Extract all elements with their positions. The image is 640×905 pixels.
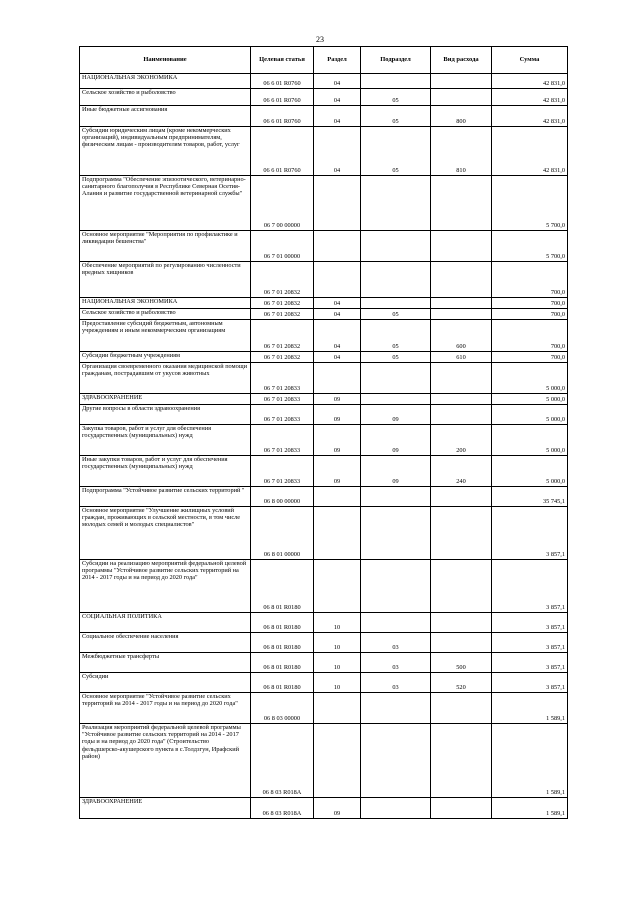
cell-subsection: 05 <box>361 127 431 176</box>
cell-name: Субсидии <box>80 673 251 693</box>
table-row <box>80 309 568 320</box>
cell-subsection: 05 <box>361 89 431 106</box>
cell-amount: 5 000,0 <box>492 394 568 405</box>
table-row <box>80 693 568 724</box>
cell-section <box>314 262 361 298</box>
cell-subsection: 03 <box>361 653 431 673</box>
cell-amount: 5 700,0 <box>492 231 568 262</box>
cell-expense-type: 800 <box>431 106 492 127</box>
table-row <box>80 673 568 693</box>
cell-expense-type <box>431 89 492 106</box>
table-row <box>80 74 568 89</box>
cell-target: 06 8 01 R0180 <box>251 633 314 653</box>
cell-expense-type <box>431 394 492 405</box>
table-row <box>80 798 568 819</box>
table-row <box>80 653 568 673</box>
cell-amount: 3 857,1 <box>492 613 568 633</box>
cell-name: Иные закупки товаров, работ и услуг для обеспечения государственных (муниципальных) нужд <box>80 456 251 487</box>
cell-section: 04 <box>314 106 361 127</box>
cell-expense-type <box>431 309 492 320</box>
cell-amount: 700,0 <box>492 352 568 363</box>
cell-name: Подпрограмма "Устойчивое развитие сельских территорий " <box>80 487 251 507</box>
cell-amount: 1 589,1 <box>492 724 568 798</box>
cell-subsection: 09 <box>361 405 431 425</box>
cell-section: 04 <box>314 89 361 106</box>
table-row <box>80 633 568 653</box>
table-body <box>80 74 568 819</box>
cell-section <box>314 560 361 613</box>
cell-subsection <box>361 231 431 262</box>
table-row <box>80 89 568 106</box>
table-row <box>80 231 568 262</box>
cell-target: 06 7 01 20833 <box>251 425 314 456</box>
cell-name: Другие вопросы в области здравоохранения <box>80 405 251 425</box>
cell-name: Подпрограмма "Обеспечение эпизоотического, ветеринарно-санитарного благополучия в Республике Северная Осетия-Алания и развитие государственной ветеринарной службы" <box>80 176 251 231</box>
cell-expense-type <box>431 560 492 613</box>
cell-name: Социальное обеспечение населения <box>80 633 251 653</box>
cell-amount: 3 857,1 <box>492 673 568 693</box>
table-row <box>80 456 568 487</box>
table-row <box>80 394 568 405</box>
cell-amount: 700,0 <box>492 309 568 320</box>
cell-name: Обеспечение мероприятий по регулированию численности вредных хищников <box>80 262 251 298</box>
header-target: Целевая статья <box>251 47 314 74</box>
cell-name: Сельское хозяйство и рыболовство <box>80 309 251 320</box>
cell-subsection: 09 <box>361 425 431 456</box>
cell-name: Закупка товаров, работ и услуг для обеспечения государственных (муниципальных) нужд <box>80 425 251 456</box>
cell-amount: 1 589,1 <box>492 693 568 724</box>
cell-subsection <box>361 613 431 633</box>
cell-target: 06 8 03 00000 <box>251 693 314 724</box>
cell-expense-type <box>431 405 492 425</box>
cell-expense-type <box>431 613 492 633</box>
cell-subsection: 03 <box>361 673 431 693</box>
cell-section <box>314 231 361 262</box>
cell-subsection <box>361 74 431 89</box>
table-row <box>80 262 568 298</box>
cell-section: 10 <box>314 653 361 673</box>
cell-target: 06 6 01 R0760 <box>251 127 314 176</box>
table-row <box>80 487 568 507</box>
cell-target: 06 8 01 R0180 <box>251 653 314 673</box>
cell-target: 06 7 01 20833 <box>251 363 314 394</box>
cell-name: Предоставление субсидий бюджетным, автономным учреждениям и иным некоммерческим организациям <box>80 320 251 352</box>
cell-section: 10 <box>314 673 361 693</box>
header-amount: Сумма <box>492 47 568 74</box>
cell-expense-type <box>431 74 492 89</box>
table-row <box>80 363 568 394</box>
cell-target: 06 6 01 R0760 <box>251 74 314 89</box>
cell-section: 09 <box>314 394 361 405</box>
cell-target: 06 7 01 00000 <box>251 231 314 262</box>
cell-section: 09 <box>314 405 361 425</box>
cell-subsection: 05 <box>361 309 431 320</box>
cell-subsection: 09 <box>361 456 431 487</box>
cell-subsection <box>361 507 431 560</box>
cell-expense-type: 520 <box>431 673 492 693</box>
cell-target: 06 6 01 R0760 <box>251 89 314 106</box>
cell-name: Субсидии на реализацию мероприятий федеральной целевой программы "Устойчивое развитие сельских территорий на 2014 - 2017 годы и на период до 2020 года" <box>80 560 251 613</box>
cell-amount: 5 700,0 <box>492 176 568 231</box>
cell-target: 06 8 03 R018A <box>251 724 314 798</box>
cell-amount: 700,0 <box>492 298 568 309</box>
cell-subsection <box>361 363 431 394</box>
cell-target: 06 8 01 R0180 <box>251 560 314 613</box>
cell-name: ЗДРАВООХРАНЕНИЕ <box>80 798 251 819</box>
cell-target: 06 7 01 20832 <box>251 320 314 352</box>
cell-subsection <box>361 487 431 507</box>
cell-amount: 42 831,0 <box>492 106 568 127</box>
cell-expense-type <box>431 363 492 394</box>
header-name: Наименование <box>80 47 251 74</box>
table-row <box>80 405 568 425</box>
table-row <box>80 127 568 176</box>
cell-target: 06 8 01 R0180 <box>251 673 314 693</box>
cell-subsection <box>361 298 431 309</box>
cell-expense-type: 610 <box>431 352 492 363</box>
cell-name: Основное мероприятие "Устойчивое развитие сельских территорий на 2014 - 2017 годы и на период до 2020 года" <box>80 693 251 724</box>
cell-amount: 1 589,1 <box>492 798 568 819</box>
table-row <box>80 298 568 309</box>
cell-section: 10 <box>314 613 361 633</box>
table-row <box>80 320 568 352</box>
header-subsection: Подраздел <box>361 47 431 74</box>
cell-target: 06 7 01 20832 <box>251 309 314 320</box>
cell-section <box>314 507 361 560</box>
cell-amount: 35 745,1 <box>492 487 568 507</box>
cell-subsection: 05 <box>361 320 431 352</box>
cell-target: 06 7 01 20833 <box>251 405 314 425</box>
cell-expense-type: 600 <box>431 320 492 352</box>
cell-expense-type <box>431 798 492 819</box>
table-row <box>80 425 568 456</box>
cell-expense-type <box>431 724 492 798</box>
cell-subsection: 05 <box>361 106 431 127</box>
cell-subsection <box>361 798 431 819</box>
cell-name: СОЦИАЛЬНАЯ ПОЛИТИКА <box>80 613 251 633</box>
table-row <box>80 176 568 231</box>
page-number: 23 <box>316 35 324 44</box>
cell-subsection <box>361 262 431 298</box>
cell-expense-type: 810 <box>431 127 492 176</box>
cell-amount: 42 831,0 <box>492 89 568 106</box>
cell-expense-type <box>431 231 492 262</box>
cell-section <box>314 487 361 507</box>
cell-subsection <box>361 693 431 724</box>
cell-subsection: 05 <box>361 352 431 363</box>
header-expense-type: Вид расхода <box>431 47 492 74</box>
table-header-row <box>80 47 568 74</box>
cell-target: 06 8 01 R0180 <box>251 613 314 633</box>
cell-target: 06 7 01 20832 <box>251 352 314 363</box>
cell-subsection <box>361 394 431 405</box>
cell-name: НАЦИОНАЛЬНАЯ ЭКОНОМИКА <box>80 298 251 309</box>
cell-amount: 3 857,1 <box>492 560 568 613</box>
table-row <box>80 560 568 613</box>
cell-subsection <box>361 560 431 613</box>
cell-name: Основное мероприятие "Мероприятия по профилактике и ликвидации бешенства" <box>80 231 251 262</box>
cell-section: 04 <box>314 74 361 89</box>
cell-target: 06 7 00 00000 <box>251 176 314 231</box>
cell-target: 06 8 03 R018A <box>251 798 314 819</box>
cell-section: 09 <box>314 456 361 487</box>
budget-table <box>79 46 568 819</box>
cell-amount: 3 857,1 <box>492 653 568 673</box>
cell-name: Сельское хозяйство и рыболовство <box>80 89 251 106</box>
cell-section: 04 <box>314 320 361 352</box>
cell-section <box>314 176 361 231</box>
cell-amount: 700,0 <box>492 262 568 298</box>
cell-expense-type <box>431 633 492 653</box>
cell-amount: 700,0 <box>492 320 568 352</box>
table-row <box>80 724 568 798</box>
cell-name: Субсидии бюджетным учреждениям <box>80 352 251 363</box>
cell-target: 06 7 01 20833 <box>251 394 314 405</box>
cell-section: 10 <box>314 633 361 653</box>
table-row <box>80 352 568 363</box>
cell-expense-type <box>431 176 492 231</box>
cell-target: 06 6 01 R0760 <box>251 106 314 127</box>
cell-section: 04 <box>314 309 361 320</box>
cell-expense-type <box>431 507 492 560</box>
cell-target: 06 8 00 00000 <box>251 487 314 507</box>
cell-section <box>314 724 361 798</box>
cell-name: Реализация мероприятий федеральной целевой программы "Устойчивое развитие сельских территорий на 2014 - 2017 годы и на период до 2020 года" (Строительство фельдшерско-акушерского пункта в с.Толдзгун, Ирафский район) <box>80 724 251 798</box>
cell-amount: 5 000,0 <box>492 405 568 425</box>
cell-section: 04 <box>314 298 361 309</box>
cell-section: 09 <box>314 798 361 819</box>
cell-name: Субсидии юридическим лицам (кроме некоммерческих организаций), индивидуальным предпринимателям, физическим лицам - производителям товаров, работ, услуг <box>80 127 251 176</box>
cell-expense-type <box>431 693 492 724</box>
cell-expense-type <box>431 298 492 309</box>
cell-name: Основное мероприятие "Улучшение жилищных условий граждан, проживающих в сельской местности, в том числе молодых семей и молодых специалистов" <box>80 507 251 560</box>
cell-subsection <box>361 724 431 798</box>
header-section: Раздел <box>314 47 361 74</box>
cell-target: 06 7 01 20833 <box>251 456 314 487</box>
cell-name: Организация своевременного оказания медицинской помощи гражданам, пострадавшим от укусов животных <box>80 363 251 394</box>
cell-expense-type: 500 <box>431 653 492 673</box>
table-row <box>80 613 568 633</box>
cell-amount: 42 831,0 <box>492 127 568 176</box>
cell-section <box>314 693 361 724</box>
cell-name: ЗДРАВООХРАНЕНИЕ <box>80 394 251 405</box>
cell-expense-type: 240 <box>431 456 492 487</box>
cell-target: 06 8 01 00000 <box>251 507 314 560</box>
table-row <box>80 507 568 560</box>
cell-name: Межбюджетные трансферты <box>80 653 251 673</box>
cell-section: 04 <box>314 352 361 363</box>
cell-section: 09 <box>314 425 361 456</box>
cell-expense-type <box>431 262 492 298</box>
cell-target: 06 7 01 20832 <box>251 298 314 309</box>
cell-section: 04 <box>314 127 361 176</box>
cell-amount: 5 000,0 <box>492 425 568 456</box>
cell-expense-type <box>431 487 492 507</box>
cell-section <box>314 363 361 394</box>
cell-subsection: 03 <box>361 633 431 653</box>
cell-target: 06 7 01 20832 <box>251 262 314 298</box>
cell-name: НАЦИОНАЛЬНАЯ ЭКОНОМИКА <box>80 74 251 89</box>
cell-expense-type: 200 <box>431 425 492 456</box>
cell-amount: 3 857,1 <box>492 507 568 560</box>
cell-amount: 5 000,0 <box>492 456 568 487</box>
cell-amount: 5 000,0 <box>492 363 568 394</box>
cell-amount: 3 857,1 <box>492 633 568 653</box>
cell-name: Иные бюджетные ассигнования <box>80 106 251 127</box>
cell-amount: 42 831,0 <box>492 74 568 89</box>
table-row <box>80 106 568 127</box>
cell-subsection <box>361 176 431 231</box>
